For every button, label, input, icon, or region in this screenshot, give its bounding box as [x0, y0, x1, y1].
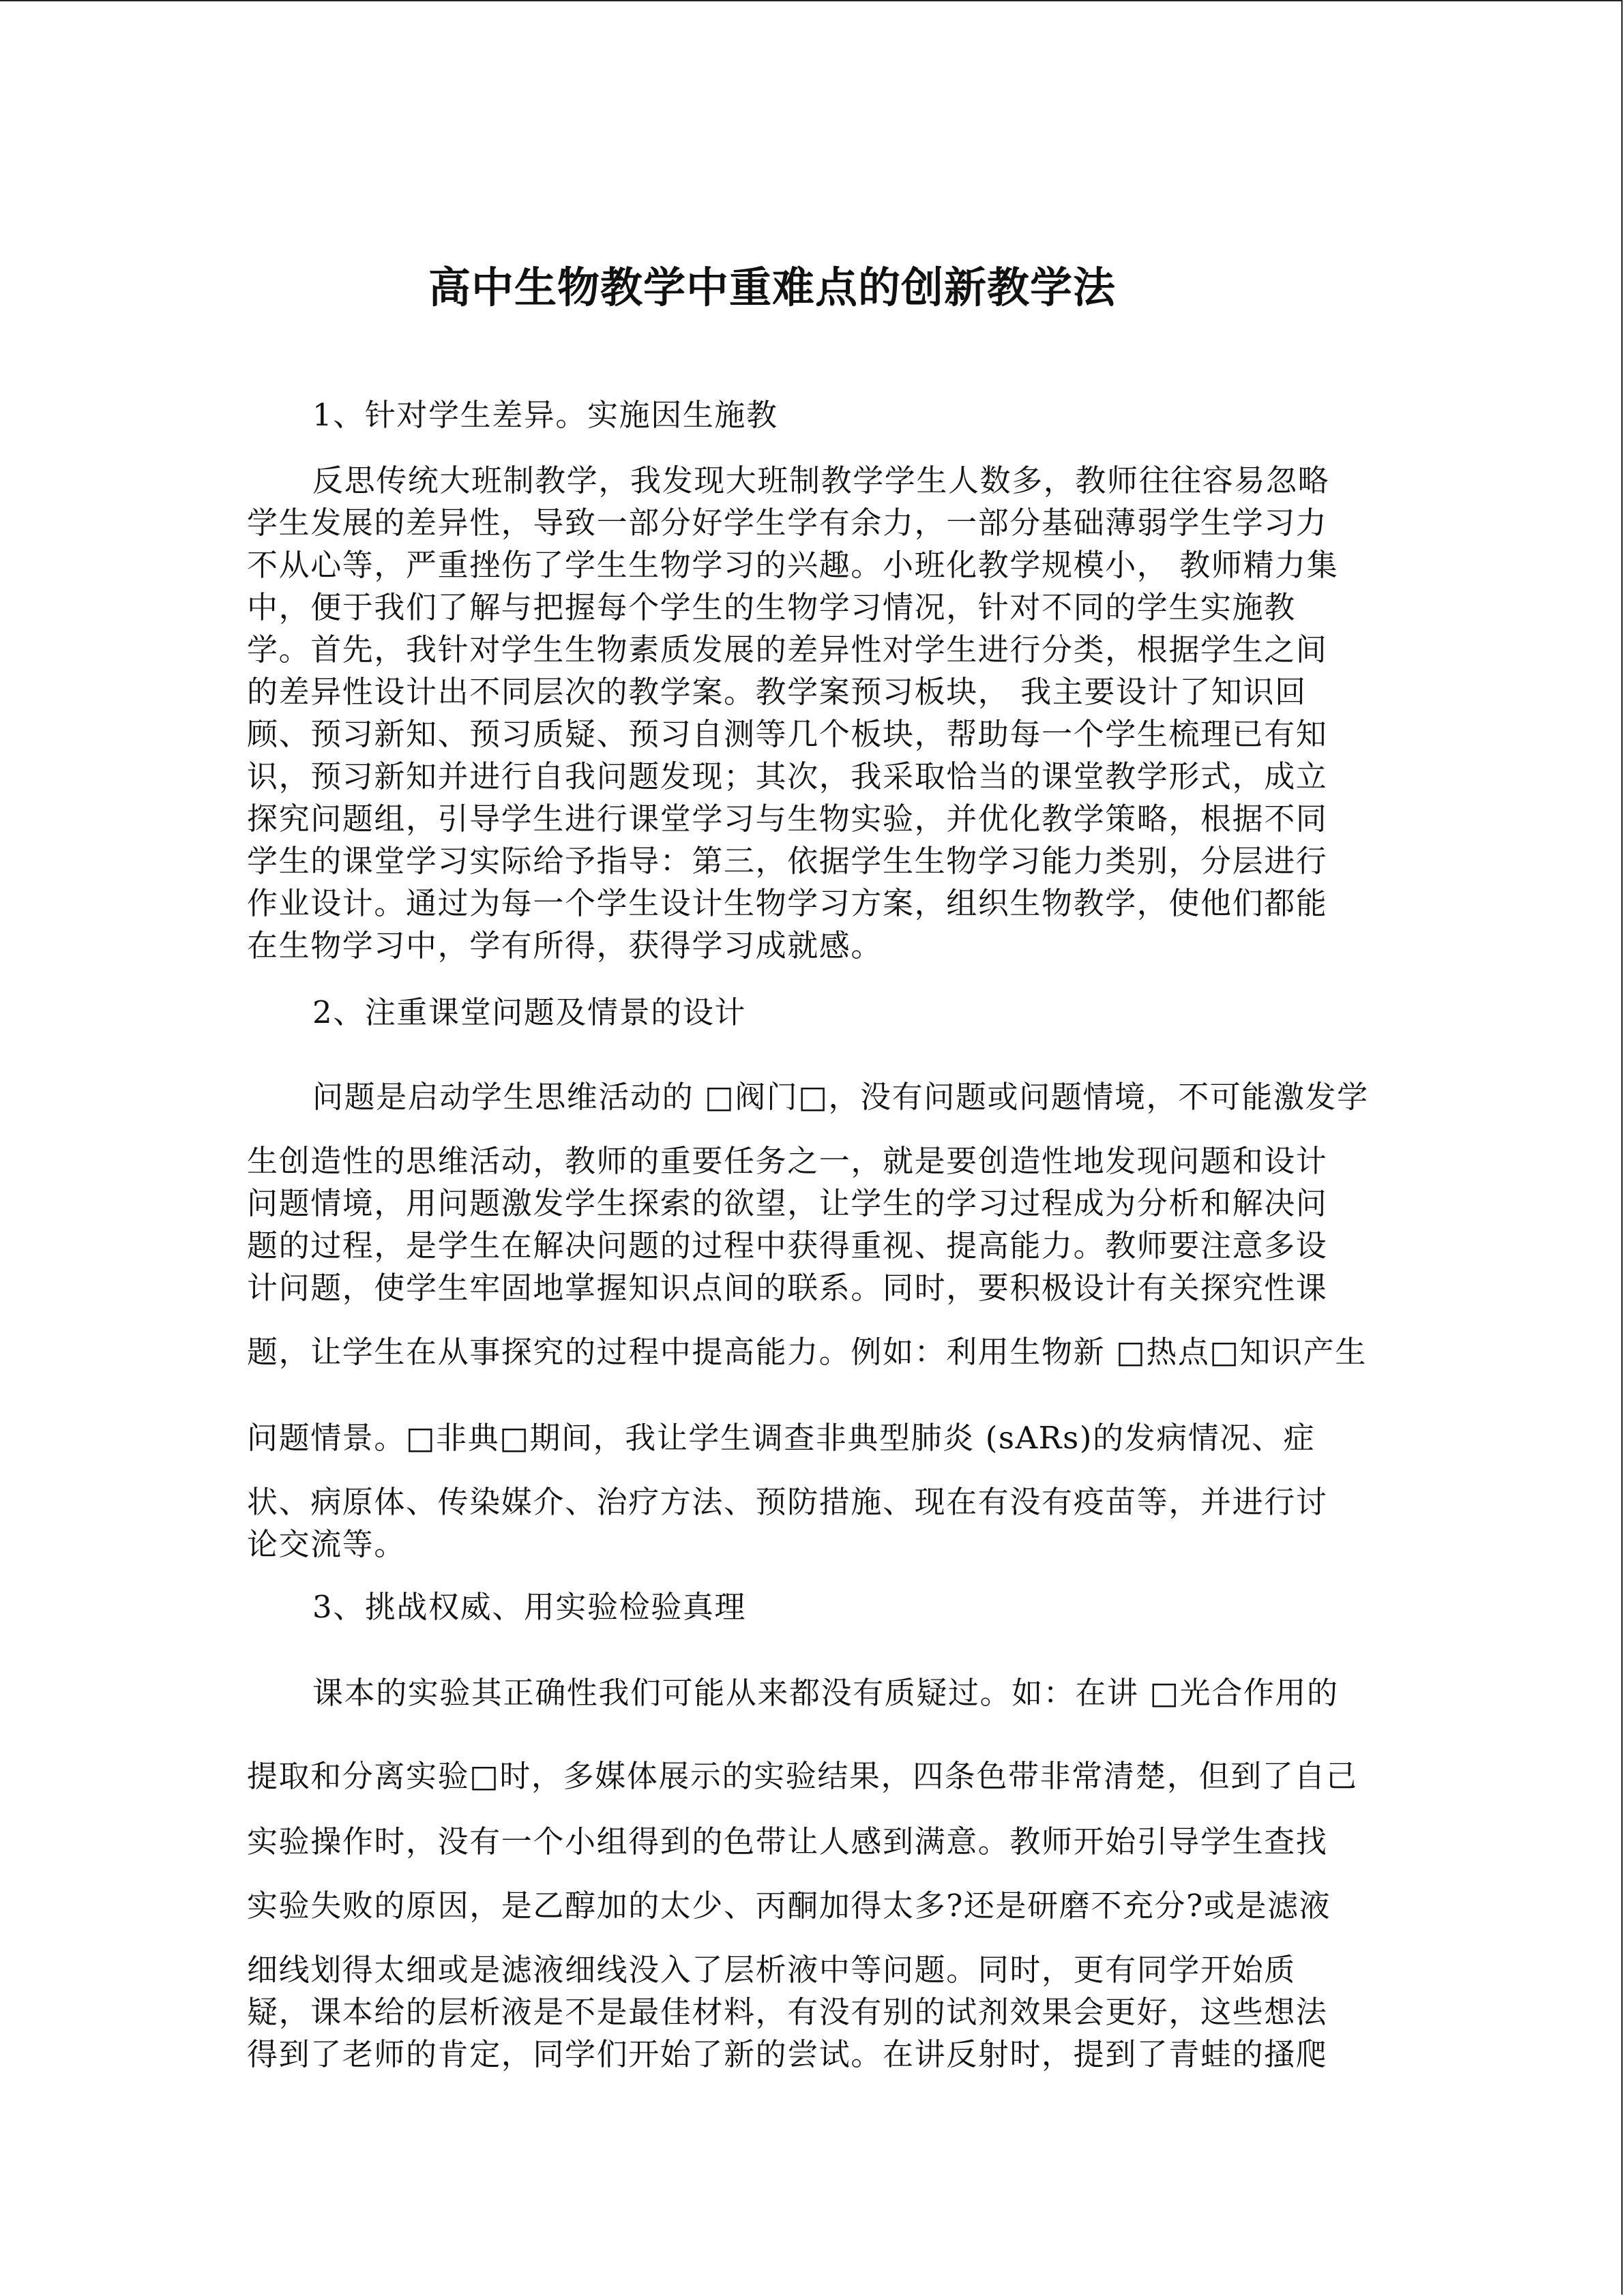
paragraph-line: 探究问题组，引导学生进行课堂学习与生物实验，并优化教学策略，根据不同	[247, 801, 1328, 837]
paragraph-line: 问题是启动学生思维活动的 □阀门□，没有问题或问题情境，不可能激发学	[312, 1079, 1369, 1115]
paragraph-line: 问题情境，用问题激发学生探索的欲望，让学生的学习过程成为分析和解决问	[247, 1185, 1328, 1221]
paragraph-line: 作业设计。通过为每一个学生设计生物学习方案，组织生物教学，使他们都能	[247, 885, 1328, 921]
paragraph-line: 得到了老师的肯定，同学们开始了新的尝试。在讲反射时，提到了青蛙的搔爬	[247, 2036, 1328, 2072]
section-heading-1: 1、针对学生差异。实施因生施教	[312, 397, 778, 433]
paragraph-line: 题，让学生在从事探究的过程中提高能力。例如：利用生物新 □热点□知识产生	[247, 1334, 1367, 1370]
paragraph-line: 在生物学习中，学有所得，获得学习成就感。	[247, 927, 883, 964]
paragraph-line: 生创造性的思维活动，教师的重要任务之一，就是要创造性地发现问题和设计	[247, 1143, 1328, 1179]
paragraph-line: 学生的课堂学习实际给予指导：第三，依据学生生物学习能力类别，分层进行	[247, 843, 1328, 879]
paragraph-line: 疑，课本给的层析液是不是最佳材料，有没有别的试剂效果会更好，这些想法	[247, 1994, 1328, 2030]
paragraph-line: 题的过程，是学生在解决问题的过程中获得重视、提高能力。教师要注意多设	[247, 1227, 1328, 1264]
paragraph-line: 反思传统大班制教学，我发现大班制教学学生人数多，教师往往容易忽略	[312, 462, 1330, 498]
paragraph-line: 顾、预习新知、预习质疑、预习自测等几个板块，帮助每一个学生梳理已有知	[247, 716, 1328, 752]
paragraph-line: 课本的实验其正确性我们可能从来都没有质疑过。如：在讲 □光合作用的	[312, 1675, 1339, 1711]
paragraph-line: 学生发展的差异性，导致一部分好学生学有余力，一部分基础薄弱学生学习力	[247, 505, 1328, 541]
paragraph-line: 状、病原体、传染媒介、治疗方法、预防措施、现在有没有疫苗等，并进行讨	[247, 1484, 1328, 1520]
paragraph-line: 实验失败的原因，是乙醇加的太少、丙酮加得太多?还是研磨不充分?或是滤液	[247, 1888, 1331, 1924]
paragraph-line: 论交流等。	[247, 1526, 407, 1562]
paragraph-line: 提取和分离实验□时，多媒体展示的实验结果，四条色带非常清楚，但到了自己	[247, 1758, 1358, 1794]
document-title: 高中生物教学中重难点的创新教学法	[428, 263, 1117, 312]
paragraph-line: 问题情景。□非典□期间，我让学生调查非典型肺炎 (sARs)的发病情况、症	[247, 1420, 1316, 1456]
paragraph-line: 中，便于我们了解与把握每个学生的生物学习情况，针对不同的学生实施教	[247, 589, 1296, 625]
paragraph-line: 不从心等，严重挫伤了学生生物学习的兴趣。小班化教学规模小， 教师精力集	[247, 547, 1339, 583]
paragraph-line: 识，预习新知并进行自我问题发现；其次，我采取恰当的课堂教学形式，成立	[247, 758, 1328, 794]
section-heading-2: 2、注重课堂问题及情景的设计	[312, 994, 747, 1030]
paragraph-line: 计问题，使学生牢固地掌握知识点间的联系。同时，要积极设计有关探究性课	[247, 1270, 1328, 1306]
paragraph-line: 的差异性设计出不同层次的教学案。教学案预习板块， 我主要设计了知识回	[247, 674, 1307, 710]
paragraph-line: 实验操作时，没有一个小组得到的色带让人感到满意。教师开始引导学生查找	[247, 1823, 1328, 1860]
paragraph-line: 学。首先，我针对学生生物素质发展的差异性对学生进行分类，根据学生之间	[247, 631, 1328, 668]
paragraph-line: 细线划得太细或是滤液细线没入了层析液中等问题。同时，更有同学开始质	[247, 1952, 1296, 1988]
section-heading-3: 3、挑战权威、用实验检验真理	[312, 1589, 747, 1625]
